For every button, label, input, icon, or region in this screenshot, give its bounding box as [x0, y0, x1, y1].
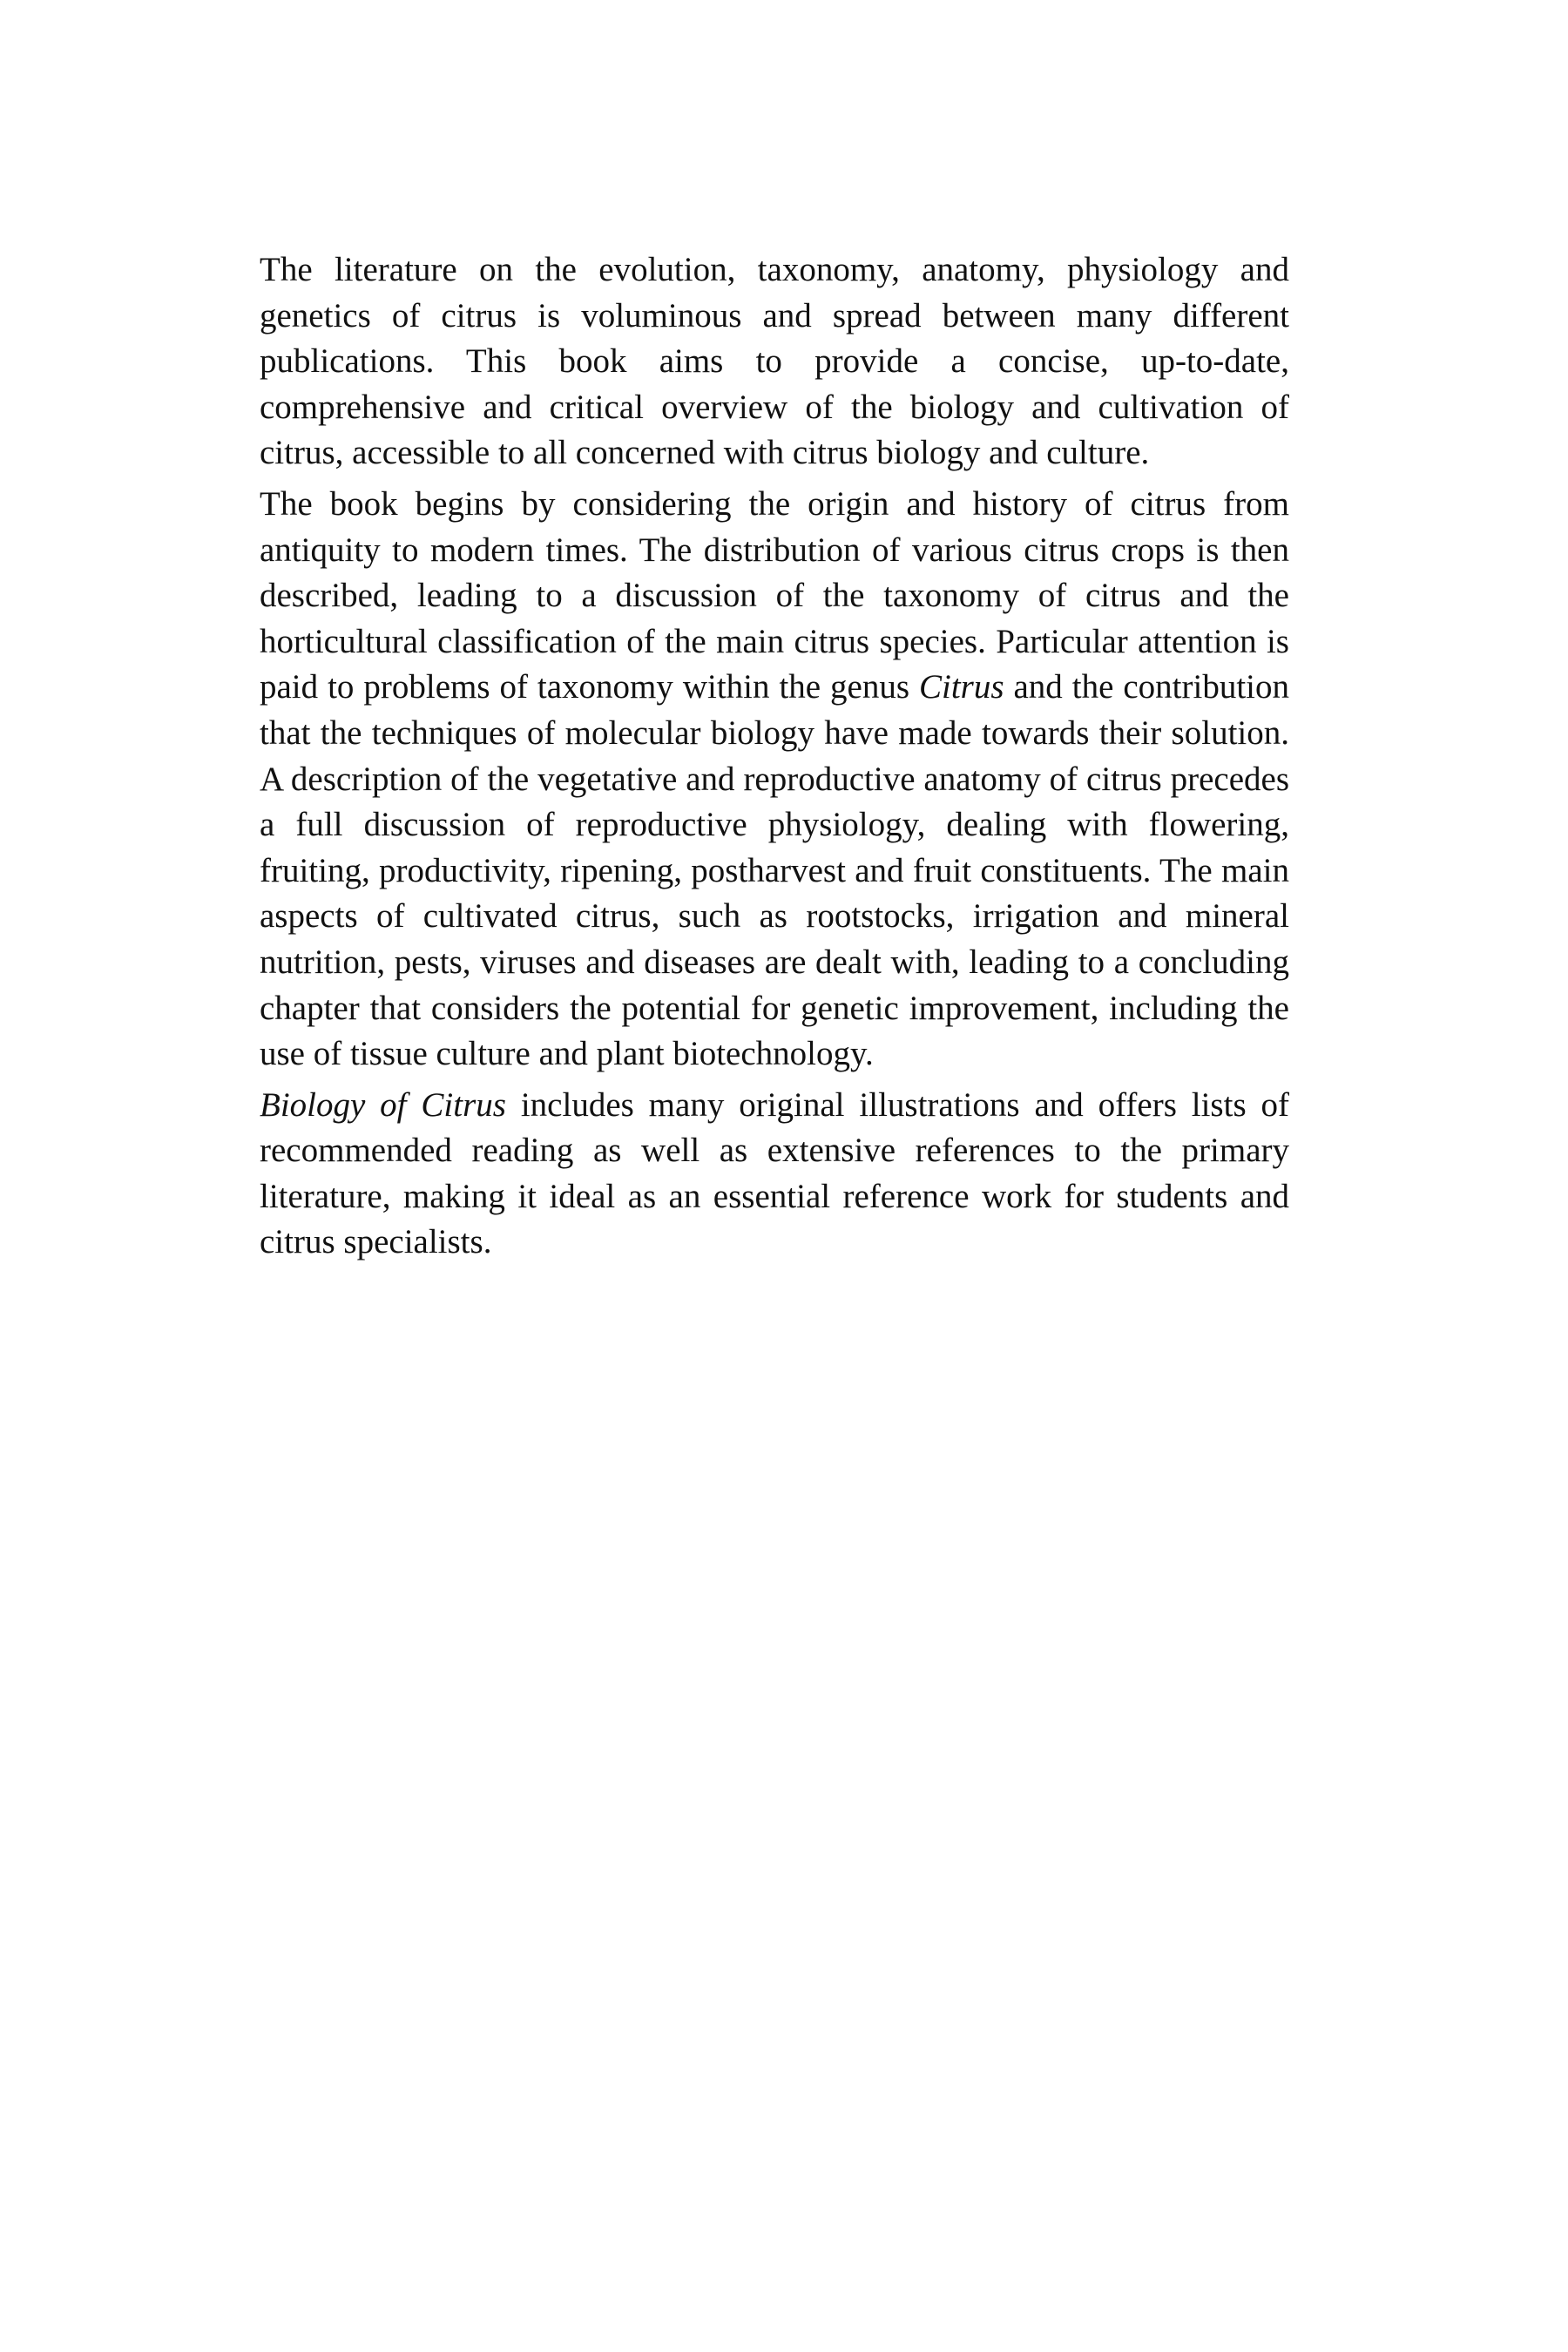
paragraph-intro-text: The literature on the evolution, taxonomy, anatomy, physiology and genetics of citrus is voluminous and spread between many different publications. This book aims to provide a concise, up-to-date, comprehensive and critical overview of the biology and cultivation of citrus, accessible to all concerned with citrus biology and culture.: [260, 251, 1289, 472]
paragraph-features-text: includes many original illustrations and offers lists of recommended reading as well as extensive references to the primary literature, making it ideal as an essential reference work for students and citrus specialists.: [260, 1085, 1289, 1261]
paragraph-intro: [260, 247, 1289, 476]
genus-citrus-italic: Citrus: [919, 668, 1004, 706]
paragraph-contents-text-start: The book begins by considering the origin and history of citrus from antiquity to modern times. The distribution of various citrus crops is then described, leading to a discussion of the taxonomy of citrus and the horticultural classification of the main citrus species. Particular attention is paid to problems of taxonomy within the genus: [260, 484, 1289, 706]
paragraph-features: [260, 1083, 1289, 1266]
book-description: [260, 247, 1289, 1266]
book-title-italic: Biology of Citrus: [260, 1085, 506, 1124]
paragraph-contents: [260, 482, 1289, 1078]
paragraph-contents-text-end: and the contribution that the techniques of molecular biology have made towards their solution. A description of the vegetative and reproductive anatomy of citrus precedes a full discussion of reproductive physiology, dealing with flowering, fruiting, productivity, ripening, postharvest and fruit constituents. The main aspects of cultivated citrus, such as rootstocks, irrigation and mineral nutrition, pests, viruses and diseases are dealt with, leading to a concluding chapter that considers the potential for genetic improvement, including the use of tissue culture and plant biotechnology.: [260, 668, 1289, 1073]
